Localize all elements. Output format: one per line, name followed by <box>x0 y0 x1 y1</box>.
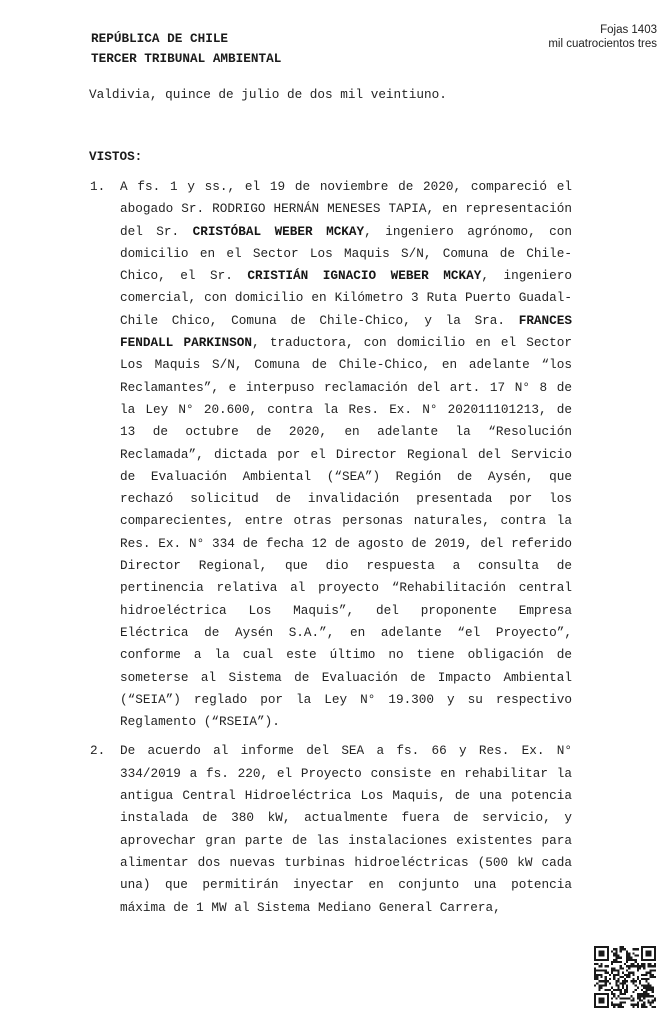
paragraph-number: 2. <box>90 743 106 759</box>
letterhead <box>91 29 281 68</box>
letterhead-tribunal: TERCER TRIBUNAL AMBIENTAL <box>91 50 282 66</box>
numbered-paragraph <box>90 176 572 733</box>
paragraph-text: A fs. 1 y ss., el 19 de noviembre de 2020, compareció el abogado Sr. RODRIGO HERNÁN MENESES TAPIA, en representación del Sr. CRISTÓBAL WEBER MCKAY, ingeniero agrónomo, con domicilio en el Sector Los Maquis S/N, Comuna de Chile-Chico, el Sr. CRISTIÁN IGNACIO WEBER MCKAY, ingeniero comercial, con domicilio en Kilómetro 3 Ruta Puerto Guadal-Chile Chico, Comuna de Chile-Chico, y la Sra. FRANCES FENDALL PARKINSON, traductora, con domicilio en el Sector Los Maquis S/N, Comuna de Chile-Chico, en adelante “los Reclamantes”, e interpuso reclamación del art. 17 N° 8 de la Ley N° 20.600, contra la Res. Ex. N° 202011101213, de 13 de octubre de 2020, en adelante la “Resolución Reclamada”, dictada por el Director Regional del Servicio de Evaluación Ambiental (“SEA”) Región de Aysén, que rechazó solicitud de invalidación presentada por los comparecientes, entre otras personas naturales, contra la Res. Ex. N° 334 de fecha 12 de agosto de 2019, del referido Director Regional, que dio respuesta a consulta de pertinencia relativa al proyecto “Rehabilitación central hidroeléctrica Los Maquis”, del proponente Empresa Eléctrica de Aysén S.A.”, en adelante “el Proyecto”, conforme a la cual este último no tiene obligación de someterse al Sistema de Evaluación de Impacto Ambiental (“SEIA”) reglado por la Ley N° 19.300 y su respectivo Reglamento (“RSEIA”). <box>120 179 573 730</box>
party-name: FRANCES FENDALL PARKINSON <box>120 312 572 351</box>
numbered-paragraph <box>90 740 572 918</box>
paragraph-number: 1. <box>90 179 106 194</box>
paragraph-text: De acuerdo al informe del SEA a fs. 66 y Res. Ex. N° 334/⁠2019 a fs. 220, el Proyecto consiste en rehabilitar la antigua Central Hidroeléctrica Los Maquis, de una potencia instalada de 380 kW, actualmente fuera de servicio, y aprovechar gran parte de las instalaciones existentes para alimentar dos nuevas turbinas hidroeléctricas (500 kW cada una) que permitirán inyectar en conjunto una potencia máxima de 1 MW al Sistema Mediano General Carrera, <box>120 743 572 915</box>
dateline: Valdivia, quince de julio de dos mil veintiuno. <box>89 87 447 102</box>
party-name: CRISTÓBAL WEBER MCKAY <box>192 223 365 239</box>
fojas-stamp <box>548 24 657 51</box>
letterhead-country: REPÚBLICA DE CHILE <box>91 31 229 46</box>
party-name: CRISTIÁN IGNACIO WEBER MCKAY <box>247 268 482 284</box>
fojas-number: Fojas 1403 <box>600 24 657 36</box>
section-title-vistos: VISTOS: <box>89 149 143 164</box>
qr-code <box>594 946 656 1008</box>
numbered-paragraph-list <box>90 176 572 926</box>
fojas-number-words: mil cuatrocientos tres <box>548 37 657 50</box>
